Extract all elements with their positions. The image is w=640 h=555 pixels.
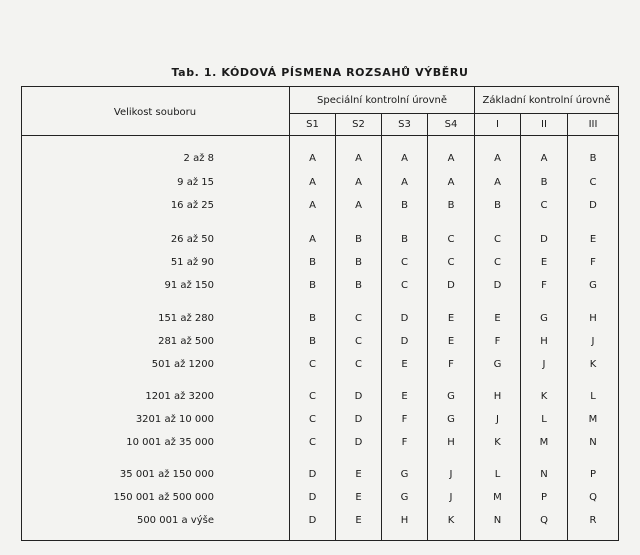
code-letter-cell: A [447,153,455,164]
column-header-iii: III [588,119,598,130]
code-letter-cell: B [355,280,362,291]
code-letter-cell: F [494,336,501,347]
code-letter-cell: D [308,469,317,480]
code-letter-cell: D [354,391,363,402]
code-letter-cell: G [400,469,409,480]
code-letter-cell: E [355,469,362,480]
code-letter-cell: E [447,313,455,324]
code-letter-cell: D [354,414,363,425]
row-size-label: 500 001 a výše [136,515,214,526]
code-letter-cell: B [401,234,408,245]
code-letter-cell: K [494,437,501,448]
code-letter-cell: M [588,414,598,425]
code-letter-cell: A [355,177,362,188]
column-header-s1: S1 [306,119,319,130]
code-letter-cell: C [401,280,408,291]
code-letter-cell: N [540,469,548,480]
code-letter-cell: F [590,257,596,268]
code-letter-cell: A [309,234,316,245]
code-letter-cell: B [355,234,362,245]
code-letter-cell: C [401,257,408,268]
row-size-label: 281 až 500 [158,336,214,347]
row-size-label: 2 až 8 [183,153,214,164]
size-column-header: Velikost souboru [113,107,197,118]
code-letter-cell: C [355,313,362,324]
code-letter-cell: J [496,414,499,425]
code-letter-cell: C [355,336,362,347]
row-size-label: 26 až 50 [170,234,214,245]
row-size-label: 9 až 15 [177,177,214,188]
code-letter-cell: C [309,391,316,402]
code-letter-cell: A [355,153,362,164]
code-letter-cell: B [309,336,316,347]
header-divider [22,135,618,136]
code-letter-cell: D [354,437,363,448]
code-letter-cell: M [539,437,549,448]
sampling-code-table [21,86,619,541]
code-letter-cell: E [589,234,597,245]
code-letter-cell: Q [540,515,548,526]
row-size-label: 10 001 až 35 000 [126,437,214,448]
code-letter-cell: L [541,414,547,425]
code-letter-cell: A [309,153,316,164]
code-letter-cell: A [401,177,408,188]
code-letter-cell: E [355,515,362,526]
column-header-ii: II [541,119,547,130]
code-letter-cell: D [308,515,317,526]
code-letter-cell: C [355,359,362,370]
code-letter-cell: D [400,336,409,347]
code-letter-cell: L [590,391,596,402]
code-letter-cell: G [589,280,597,291]
code-letter-cell: M [493,492,502,503]
code-letter-cell: B [447,200,455,211]
basic-levels-header: Základní kontrolní úrovně [482,95,611,106]
code-letter-cell: A [540,153,548,164]
code-letter-cell: B [355,257,362,268]
code-letter-cell: G [447,414,455,425]
code-letter-cell: H [493,391,502,402]
code-letter-cell: G [540,313,548,324]
code-letter-cell: E [401,391,408,402]
column-header-i: I [496,119,499,130]
row-size-label: 35 001 až 150 000 [119,469,214,480]
code-letter-cell: A [447,177,455,188]
code-letter-cell: J [591,336,595,347]
code-letter-cell: G [447,391,455,402]
code-letter-cell: D [447,280,455,291]
code-letter-cell: B [309,257,316,268]
code-letter-cell: K [540,391,548,402]
code-letter-cell: J [542,359,546,370]
code-letter-cell: E [447,336,455,347]
code-letter-cell: C [447,234,455,245]
code-letter-cell: F [401,437,408,448]
code-letter-cell: A [494,177,501,188]
code-letter-cell: B [540,177,548,188]
code-letter-cell: A [309,200,316,211]
code-letter-cell: H [589,313,597,324]
code-letter-cell: C [309,359,316,370]
code-letter-cell: E [540,257,548,268]
code-letter-cell: C [309,437,316,448]
code-letter-cell: B [309,280,316,291]
code-letter-cell: C [447,257,455,268]
row-size-label: 91 až 150 [164,280,214,291]
code-letter-cell: A [401,153,408,164]
code-letter-cell: E [355,492,362,503]
code-letter-cell: P [589,469,597,480]
code-letter-cell: E [494,313,501,324]
code-letter-cell: A [494,153,501,164]
column-header-s2: S2 [352,119,365,130]
code-letter-cell: G [493,359,502,370]
code-letter-cell: G [400,492,409,503]
code-letter-cell: C [494,257,501,268]
code-letter-cell: E [401,359,408,370]
code-letter-cell: F [448,359,454,370]
code-letter-cell: P [540,492,548,503]
special-levels-header: Speciální kontrolní úrovně [317,95,447,106]
row-size-label: 150 001 až 500 000 [113,492,214,503]
row-size-label: 1201 až 3200 [145,391,214,402]
code-letter-cell: L [494,469,501,480]
code-letter-cell: D [540,234,548,245]
code-letter-cell: B [589,153,597,164]
row-size-label: 51 až 90 [170,257,214,268]
column-header-s4: S4 [444,119,458,130]
code-letter-cell: D [589,200,597,211]
code-letter-cell: N [589,437,597,448]
code-letter-cell: F [401,414,408,425]
code-letter-cell: C [494,234,501,245]
code-letter-cell: H [400,515,409,526]
code-letter-cell: D [493,280,502,291]
code-letter-cell: F [541,280,547,291]
code-letter-cell: Q [589,492,597,503]
code-letter-cell: K [447,515,455,526]
code-letter-cell: H [447,437,455,448]
code-letter-cell: C [589,177,597,188]
code-letter-cell: C [309,414,316,425]
code-letter-cell: N [493,515,502,526]
code-letter-cell: D [400,313,409,324]
code-letter-cell: J [449,469,453,480]
row-size-label: 151 až 280 [158,313,214,324]
column-header-s3: S3 [398,119,411,130]
row-size-label: 3201 až 10 000 [135,414,214,425]
table-title: Tab. 1. KÓDOVÁ PÍSMENA ROZSAHŮ VÝBĚRU [171,66,469,79]
code-letter-cell: A [355,200,362,211]
code-letter-cell: A [309,177,316,188]
row-size-label: 501 až 1200 [151,359,214,370]
row-size-label: 16 až 25 [170,200,214,211]
code-letter-cell: R [589,515,597,526]
code-letter-cell: K [589,359,597,370]
code-letter-cell: H [540,336,548,347]
code-letter-cell: C [540,200,548,211]
code-letter-cell: B [494,200,501,211]
code-letter-cell: B [309,313,316,324]
group-header-divider [290,113,618,114]
code-letter-cell: D [308,492,317,503]
code-letter-cell: B [401,200,408,211]
code-letter-cell: J [449,492,453,503]
